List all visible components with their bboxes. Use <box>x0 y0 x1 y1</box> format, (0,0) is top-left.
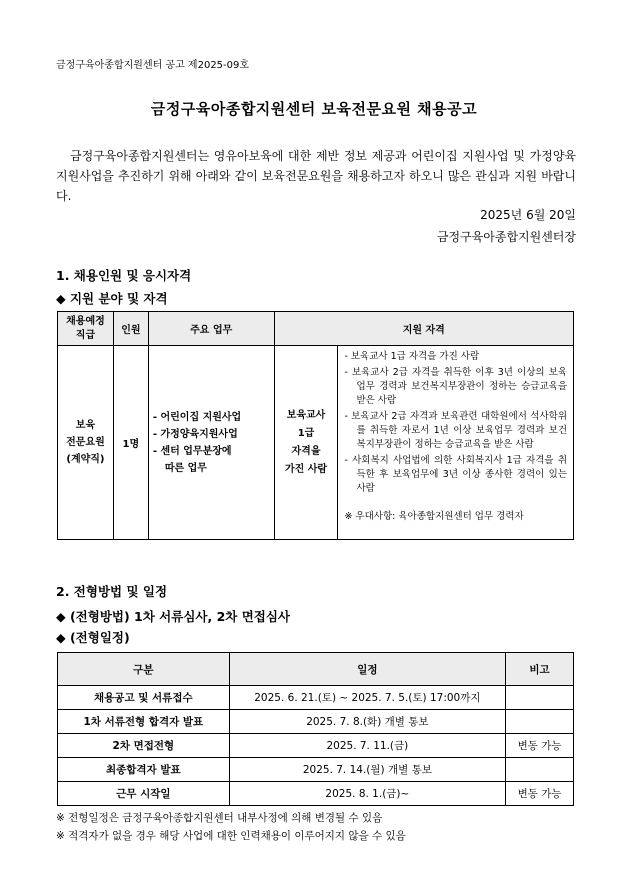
row-date: 2025. 7. 8.(화) 개별 통보 <box>229 710 505 734</box>
col-item: 구분 <box>58 653 230 686</box>
col-note: 비고 <box>506 653 574 686</box>
row-note <box>506 710 574 734</box>
col-qualification: 지원 자격 <box>274 312 573 346</box>
section1-heading: 1. 채용인원 및 응시자격 <box>56 268 192 283</box>
col-duties: 주요 업무 <box>148 312 274 346</box>
col-count: 인원 <box>113 312 148 346</box>
schedule-table <box>57 652 574 806</box>
qual-item: - 사회복지 사업법에 의한 사회복지사 1급 자격을 취득한 후 보육업무에 3년 이상 종사한 경력이 있는 사람 <box>344 455 567 494</box>
row-note: 변동 가능 <box>506 782 574 806</box>
row-item: 근무 시작일 <box>58 782 230 806</box>
row-date: 2025. 8. 1.(금)~ <box>229 782 505 806</box>
count-cell: 1명 <box>113 346 148 540</box>
col-date: 일정 <box>229 653 505 686</box>
row-note <box>506 686 574 710</box>
section2-heading: 2. 전형방법 및 일정 <box>56 584 168 599</box>
row-note <box>506 758 574 782</box>
row-date: 2025. 7. 14.(월) 개별 통보 <box>229 758 505 782</box>
col-rank: 채용예정 직급 <box>58 312 114 346</box>
schedule-heading: ◆ (전형일정) <box>56 630 130 645</box>
duties-cell <box>148 346 274 540</box>
qual-item: - 보육교사 1급 자격을 가진 사람 <box>344 351 480 362</box>
qualification-table <box>57 311 574 540</box>
qual-item: - 보육교사 2급 자격과 보육관련 대학원에서 석사학위를 취득한 자로서 1년 이상 보육업무 경력과 보건복지부장관이 정하는 승급교육을 받은 사람 <box>344 411 567 450</box>
row-note: 변동 가능 <box>506 734 574 758</box>
qual-item: - 보육교사 2급 자격을 취득한 이후 3년 이상의 보육업무 경력과 보건복지부장관이 정하는 승급교육을 받은 사람 <box>344 367 567 406</box>
row-item: 채용공고 및 서류접수 <box>58 686 230 710</box>
preference-note: ※ 우대사항: 육아종합지원센터 업무 경력자 <box>344 511 524 522</box>
document-number: 금정구육아종합지원센터 공고 제2025-09호 <box>56 60 250 71</box>
duty-item: - 어린이집 지원사업 <box>152 411 242 423</box>
qual-detail-cell <box>338 346 574 540</box>
schedule-note: ※ 전형일정은 금정구육아종합지원센터 내부사정에 의해 변경될 수 있음 <box>56 812 383 824</box>
table-row <box>58 782 574 806</box>
table-row <box>58 734 574 758</box>
issuer: 금정구육아종합지원센터장 <box>436 230 576 244</box>
page-title: 금정구육아종합지원센터 보육전문요원 채용공고 <box>150 100 478 118</box>
announcement-date: 2025년 6월 20일 <box>480 208 576 222</box>
duty-item: - 가정양육지원사업 <box>152 428 238 440</box>
row-item: 2차 면접전형 <box>58 734 230 758</box>
qual-summary-cell: 보육교사 1급 자격을 가진 사람 <box>274 346 338 540</box>
row-item: 1차 서류전형 합격자 발표 <box>58 710 230 734</box>
selection-method: ◆ (전형방법) 1차 서류심사, 2차 면접심사 <box>56 609 290 624</box>
schedule-note: ※ 적격자가 없을 경우 해당 사업에 대한 인력채용이 이루어지지 않을 수 있음 <box>56 830 406 842</box>
rank-cell: 보육 전문요원 (계약직) <box>58 346 114 540</box>
row-date: 2025. 7. 11.(금) <box>229 734 505 758</box>
intro-paragraph: 금정구육아종합지원센터는 영유아보육에 대한 제반 정보 제공과 어린이집 지원사업 및 가정양육 지원사업을 추진하기 위해 아래와 같이 보육전문요원을 채용하고자 하오니 많은 관심과 지원 바랍니다. <box>56 149 576 203</box>
table-row <box>58 758 574 782</box>
row-date: 2025. 6. 21.(토) ~ 2025. 7. 5.(토) 17:00까지 <box>229 686 505 710</box>
table-row <box>58 686 574 710</box>
section1-subheading: ◆ 지원 분야 및 자격 <box>56 291 168 306</box>
table-row <box>58 710 574 734</box>
duty-item: - 센터 업무분장에 따른 업무 <box>152 445 232 474</box>
row-item: 최종합격자 발표 <box>58 758 230 782</box>
